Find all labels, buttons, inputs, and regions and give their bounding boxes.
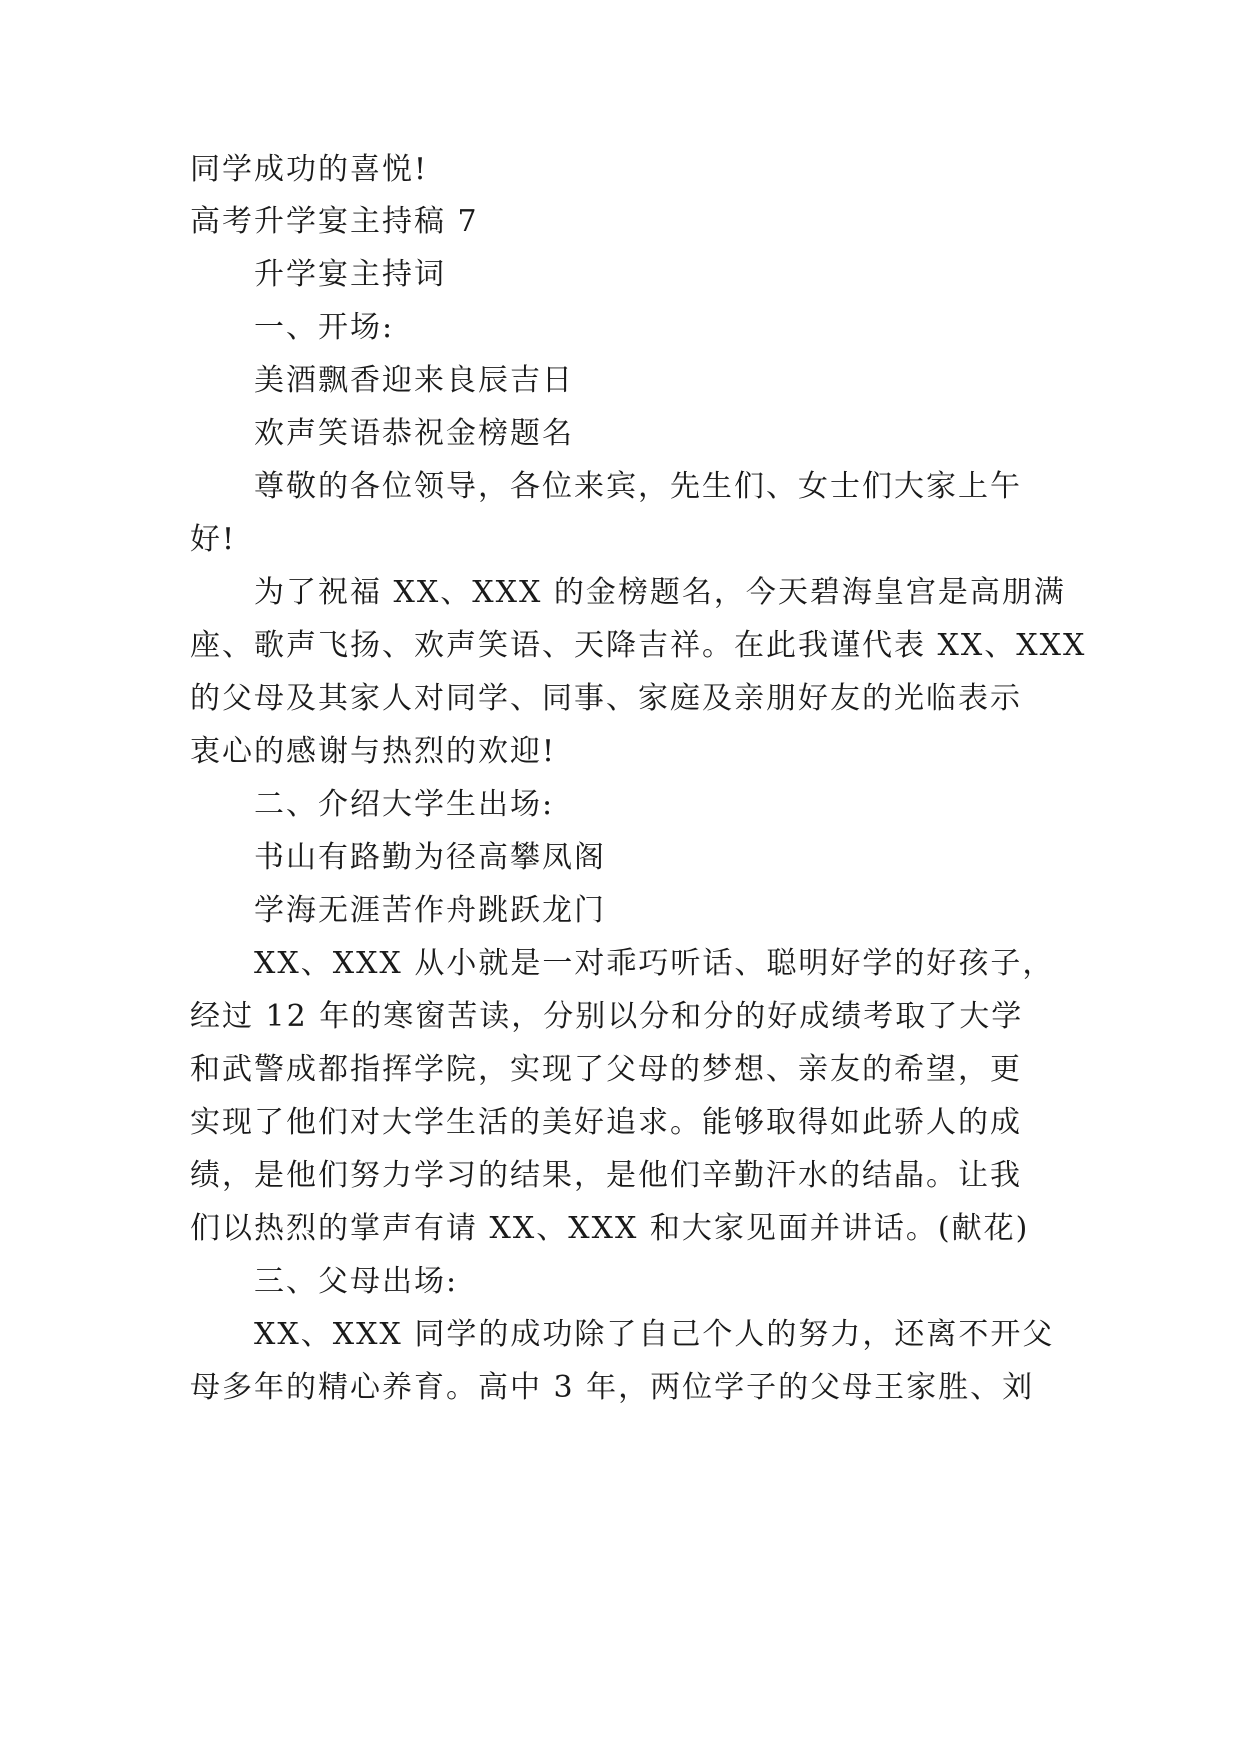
text-line: 母多年的精心养育。高中 3 年，两位学子的父母王家胜、刘 [190,1370,1035,1405]
section-heading: 三、父母出场: [254,1264,459,1299]
text-line: 好! [190,522,237,557]
text-line: XX、XXX 同学的成功除了自己个人的努力，还离不开父 [254,1317,1055,1352]
text-line: 经过 12 年的寒窗苦读，分别以分和分的好成绩考取了大学 [190,999,1024,1034]
text-line: 绩，是他们努力学习的结果，是他们辛勤汗水的结晶。让我 [190,1158,1022,1193]
text-line: 和武警成都指挥学院，实现了父母的梦想、亲友的希望，更 [190,1052,1022,1087]
text-line: 衷心的感谢与热烈的欢迎! [190,734,557,769]
section-heading: 一、开场: [254,310,395,345]
text-line: 升学宴主持词 [254,257,446,292]
text-line: 尊敬的各位领导，各位来宾，先生们、女士们大家上午 [254,469,1022,504]
text-line: 欢声笑语恭祝金榜题名 [254,416,574,451]
text-line: 的父母及其家人对同学、同事、家庭及亲朋好友的光临表示 [190,681,1022,716]
text-line: 为了祝福 XX、XXX 的金榜题名，今天碧海皇宫是高朋满 [254,575,1066,610]
text-line: 美酒飘香迎来良辰吉日 [254,363,574,398]
text-line: 们以热烈的掌声有请 XX、XXX 和大家见面并讲话。(献花) [190,1211,1030,1246]
text-line: 同学成功的喜悦! [190,152,429,187]
text-line: 书山有路勤为径高攀凤阁 [254,840,606,875]
text-line: 实现了他们对大学生活的美好追求。能够取得如此骄人的成 [190,1105,1022,1140]
text-line: 学海无涯苦作舟跳跃龙门 [254,893,606,928]
section-heading: 二、介绍大学生出场: [254,787,555,822]
section-title: 高考升学宴主持稿 7 [190,204,479,239]
text-line: 座、歌声飞扬、欢声笑语、天降吉祥。在此我谨代表 XX、XXX [190,628,1087,663]
text-line: XX、XXX 从小就是一对乖巧听话、聪明好学的好孩子， [254,946,1055,981]
